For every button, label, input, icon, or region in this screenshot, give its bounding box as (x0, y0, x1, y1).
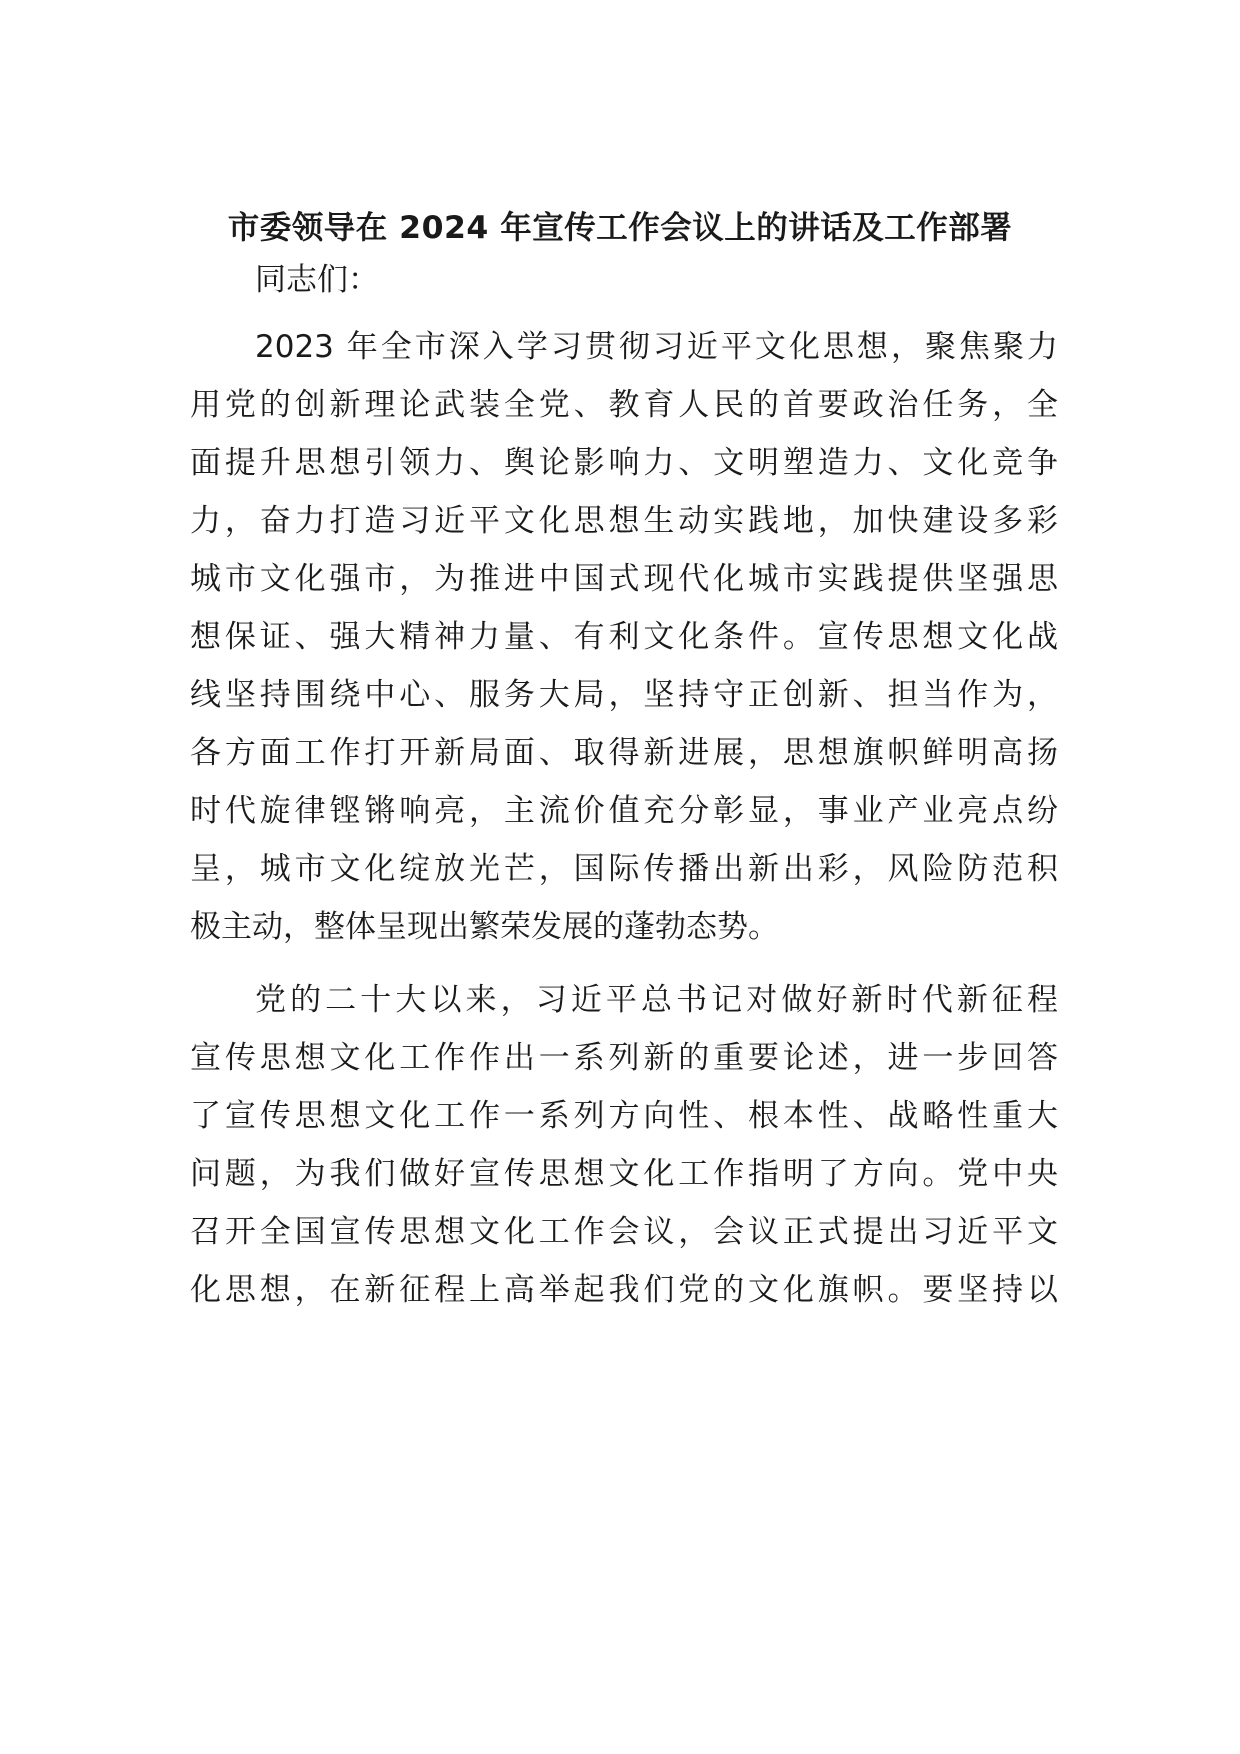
paragraph-line: 问题，为我们做好宣传思想文化工作指明了方向。党中央 (190, 1156, 1058, 1192)
paragraph-line: 2023 年全市深入学习贯彻习近平文化思想，聚焦聚力 (255, 329, 1058, 365)
paragraph-line: 面提升思想引领力、舆论影响力、文明塑造力、文化竞争 (190, 445, 1058, 481)
document-title: 市委领导在 2024 年宣传工作会议上的讲话及工作部署 (227, 210, 1013, 246)
paragraph-line: 力，奋力打造习近平文化思想生动实践地，加快建设多彩 (190, 503, 1058, 539)
paragraph-line: 用党的创新理论武装全党、教育人民的首要政治任务，全 (190, 387, 1058, 423)
paragraph-line: 呈，城市文化绽放光芒，国际传播出新出彩，风险防范积 (190, 851, 1058, 887)
paragraph-line: 党的二十大以来，习近平总书记对做好新时代新征程 (255, 982, 1058, 1018)
paragraph-line: 想保证、强大精神力量、有利文化条件。宣传思想文化战 (190, 619, 1058, 655)
paragraph-line: 宣传思想文化工作作出一系列新的重要论述，进一步回答 (190, 1040, 1058, 1076)
paragraph-line: 时代旋律铿锵响亮，主流价值充分彰显，事业产业亮点纷 (190, 793, 1058, 829)
paragraph-line: 召开全国宣传思想文化工作会议，会议正式提出习近平文 (190, 1214, 1058, 1250)
salutation: 同志们： (255, 262, 379, 298)
paragraph-line: 线坚持围绕中心、服务大局，坚持守正创新、担当作为， (190, 677, 1058, 713)
paragraph-line: 城市文化强市，为推进中国式现代化城市实践提供坚强思 (190, 561, 1058, 597)
paragraph-line: 化思想，在新征程上高举起我们党的文化旗帜。要坚持以 (190, 1272, 1058, 1308)
paragraph-line: 了宣传思想文化工作一系列方向性、根本性、战略性重大 (190, 1098, 1058, 1134)
paragraph-line: 各方面工作打开新局面、取得新进展，思想旗帜鲜明高扬 (190, 735, 1058, 771)
paragraph-line: 极主动，整体呈现出繁荣发展的蓬勃态势。 (190, 909, 779, 945)
